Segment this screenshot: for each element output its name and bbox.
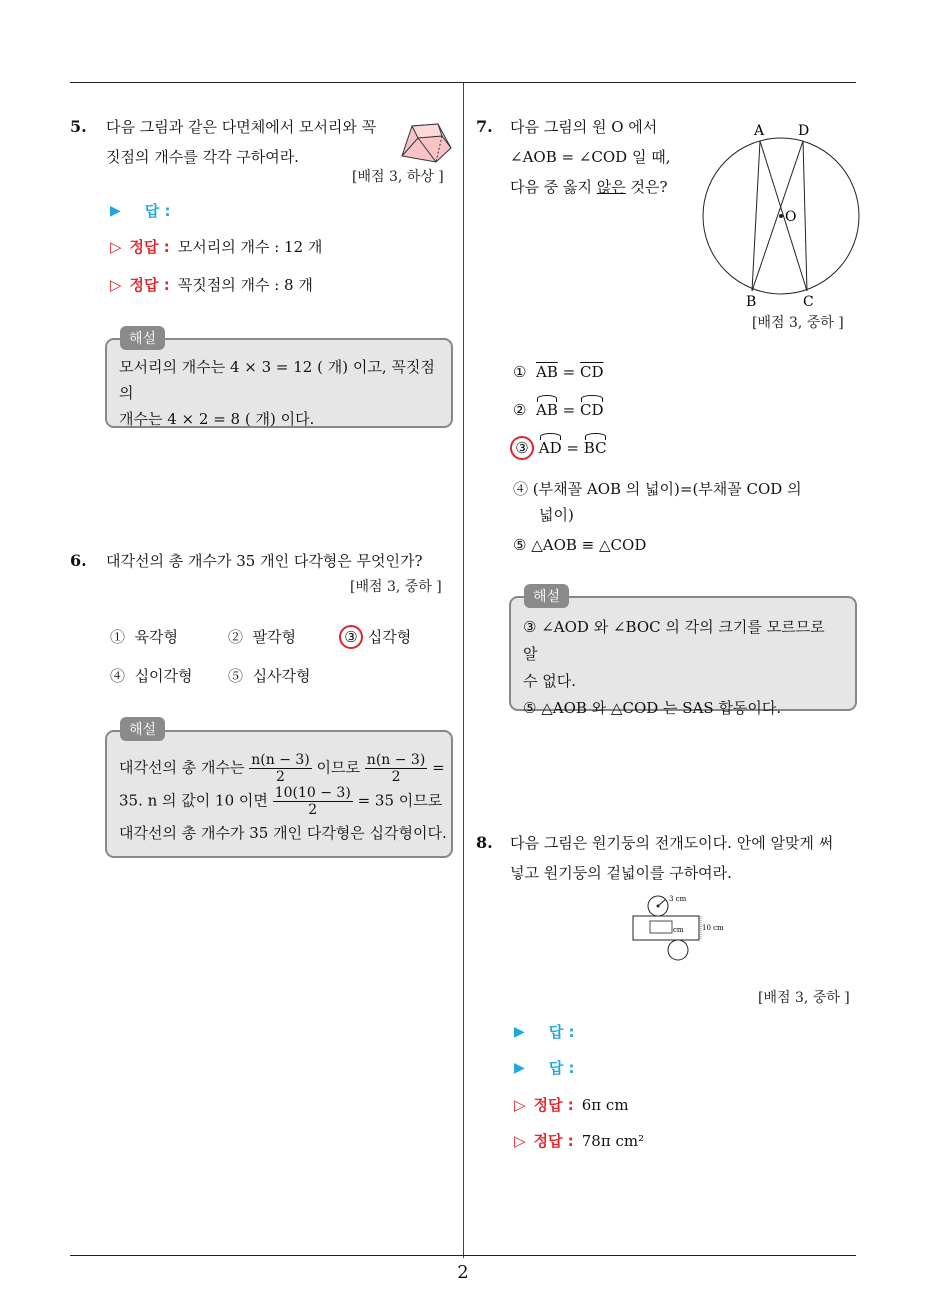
question-text: 것은? [625,178,668,196]
segment-ab: $\overline{AB}$ [536,363,558,381]
q5-number: 5. [70,117,87,136]
q6-option-5[interactable] [228,664,311,688]
q8-correct-1: 6π cm [581,1095,629,1114]
option-number: ⑤ [228,667,244,685]
arc-ab: AB [536,398,558,422]
q7-option-1[interactable] [513,360,604,384]
answer-label: 답 : [548,1023,575,1041]
option-number: ③ [515,439,529,457]
arc-ad: AD [539,436,562,460]
option-text: 십각형 [367,628,412,646]
q6-option-4[interactable] [110,664,193,688]
option-number: ② [228,628,244,646]
q6-explain-line2 [119,785,443,818]
q8-correct-row-1 [514,1094,629,1115]
radius-label: 3 cm [669,895,687,903]
q6-explain-line1 [119,752,445,785]
selected-answer-circle [510,436,534,460]
fraction-denominator: 2 [276,769,285,785]
correct-arrow-icon: ▷ [514,1095,526,1114]
option-number: ② [513,401,527,419]
equals: = [562,363,576,381]
q8-number: 8. [476,833,493,852]
q7-option-3[interactable] [513,436,607,460]
selected-answer-circle [339,625,363,649]
q7-line3 [510,172,670,202]
bottom-rule [70,1255,856,1256]
segment-cd: $\overline{CD}$ [580,363,604,381]
explain-text: = [432,758,445,777]
option-text: 십이각형 [134,667,193,685]
correct-label: 정답 : [533,1096,574,1114]
fraction-numerator: 10(10 − 3) [274,785,351,801]
explain-text: 35. n 의 값이 10 이면 [119,791,268,810]
option-text: 십사각형 [252,667,311,685]
q7-line2: ∠AOB = ∠COD 일 때, [510,148,671,166]
fraction-numerator: n(n − 3) [366,752,426,768]
q6-option-3[interactable] [342,625,411,649]
q7-explain-line2: 수 없다. [523,672,577,690]
q5-correct-2: 꼭짓점의 개수 : 8 개 [177,276,313,294]
q5-explain-line2: 개수는 4 × 2 = 8 ( 개) 이다. [119,410,315,428]
answer-label: 답 : [548,1059,575,1077]
label-d: D [798,123,810,139]
q5-score: [배점 3, 하상 ] [352,169,444,185]
q7-line1: 다음 그림의 원 O 에서 [510,118,658,136]
option-number: ③ [344,628,358,646]
q6-option-1[interactable] [110,625,178,649]
circle-o-figure [700,120,865,312]
correct-label: 정답 : [533,1132,574,1150]
q5-line2: 짓점의 개수를 각각 구하여라. [106,148,299,166]
arc-bc: BC [584,436,607,460]
cylinder-net-figure [628,890,734,962]
q7-score: [배점 3, 중하 ] [752,315,844,331]
equals: = [566,439,579,457]
correct-label: 정답 : [129,276,170,294]
explain-text: 대각선의 총 개수는 [119,758,245,777]
correct-label: 정답 : [129,238,170,256]
q6-number: 6. [70,551,87,570]
q5-question [106,112,376,172]
correct-arrow-icon: ▷ [110,275,122,294]
option-text: 육각형 [134,628,179,646]
option-text: 팔각형 [252,628,297,646]
q6-score: [배점 3, 중하 ] [350,579,442,595]
answer-arrow-icon: ▶ [514,1023,525,1040]
underlined-word: 않은 [596,178,626,196]
correct-arrow-icon: ▷ [110,237,122,256]
explain-text: = 35 이므로 [357,791,443,810]
option-text: ④ (부채꼴 AOB 의 넓이)=(부채꼴 COD 의 [513,480,802,498]
page-number: 2 [457,1262,469,1283]
fraction-denominator: 2 [391,769,401,785]
q5-explanation-box [105,338,453,428]
q7-explain-line3: ⑤ △AOB 와 △COD 는 SAS 합동이다. [523,699,782,717]
q5-line1: 다음 그림과 같은 다면체에서 모서리와 꼭 [106,118,377,136]
q7-option-5[interactable]: ⑤ △AOB ≡ △COD [513,536,647,554]
question-text: 다음 중 옳지 [510,178,597,196]
answer-arrow-icon: ▶ [514,1059,525,1076]
arc-cd: CD [580,398,604,422]
column-divider [463,83,464,1258]
fraction-denominator: 2 [308,802,318,818]
option-number: ① [513,363,527,381]
q5-answer-row [110,200,171,221]
equals: = [562,401,576,419]
fraction [249,752,312,785]
q6-explanation-box [105,730,453,858]
q7-option-4[interactable] [513,476,802,528]
q8-line2: 넣고 원기둥의 겉넓이를 구하여라. [510,864,732,882]
q8-score: [배점 3, 중하 ] [758,990,850,1006]
label-c: C [803,294,814,310]
label-o: O [785,209,797,225]
q8-correct-2: 78π cm² [581,1131,645,1150]
q6-question: 대각선의 총 개수가 35 개인 다각형은 무엇인가? [106,552,423,570]
q8-correct-row-2 [514,1130,644,1151]
answer-arrow-icon: ▶ [110,202,121,219]
correct-arrow-icon: ▷ [514,1131,526,1150]
answer-label: 답 : [144,202,171,220]
q7-explanation-tag: 해설 [524,584,569,608]
q7-explain-line1: ③ ∠AOD 와 ∠BOC 의 각의 크기를 모르므로 알 [523,618,825,663]
fraction [273,785,353,818]
q7-explanation-box [509,596,857,717]
polyhedron-figure [396,118,456,166]
label-a: A [754,123,765,139]
q8-question [510,828,833,888]
fraction-numerator: n(n − 3) [251,752,310,768]
option-text: 넓이) [539,506,574,524]
explain-text: 이므로 [316,758,361,777]
option-number: ④ [110,667,126,685]
option-number: ① [110,628,126,646]
q6-explanation-tag: 해설 [120,717,165,741]
blank-unit-label: cm [673,926,684,934]
q6-explain-line3: 대각선의 총 개수가 35 개인 다각형은 십각형이다. [119,824,447,842]
q6-option-2[interactable] [228,625,296,649]
fraction [365,752,428,785]
q5-correct-row-2 [110,274,313,295]
q5-correct-1: 모서리의 개수 : 12 개 [177,238,323,256]
q5-explanation-tag: 해설 [120,326,165,350]
height-label: 10 cm [702,924,724,932]
q7-question [510,112,670,202]
q8-answer-row-2 [514,1057,575,1078]
q5-correct-row-1 [110,236,322,257]
label-b: B [746,294,757,310]
q7-option-2[interactable] [513,398,604,422]
q8-answer-row-1 [514,1021,575,1042]
q7-number: 7. [476,117,493,136]
q8-line1: 다음 그림은 원기둥의 전개도이다. 안에 알맞게 써 [510,834,834,852]
q5-explain-line1: 모서리의 개수는 4 × 3 = 12 ( 개) 이고, 꼭짓점의 [119,358,435,402]
